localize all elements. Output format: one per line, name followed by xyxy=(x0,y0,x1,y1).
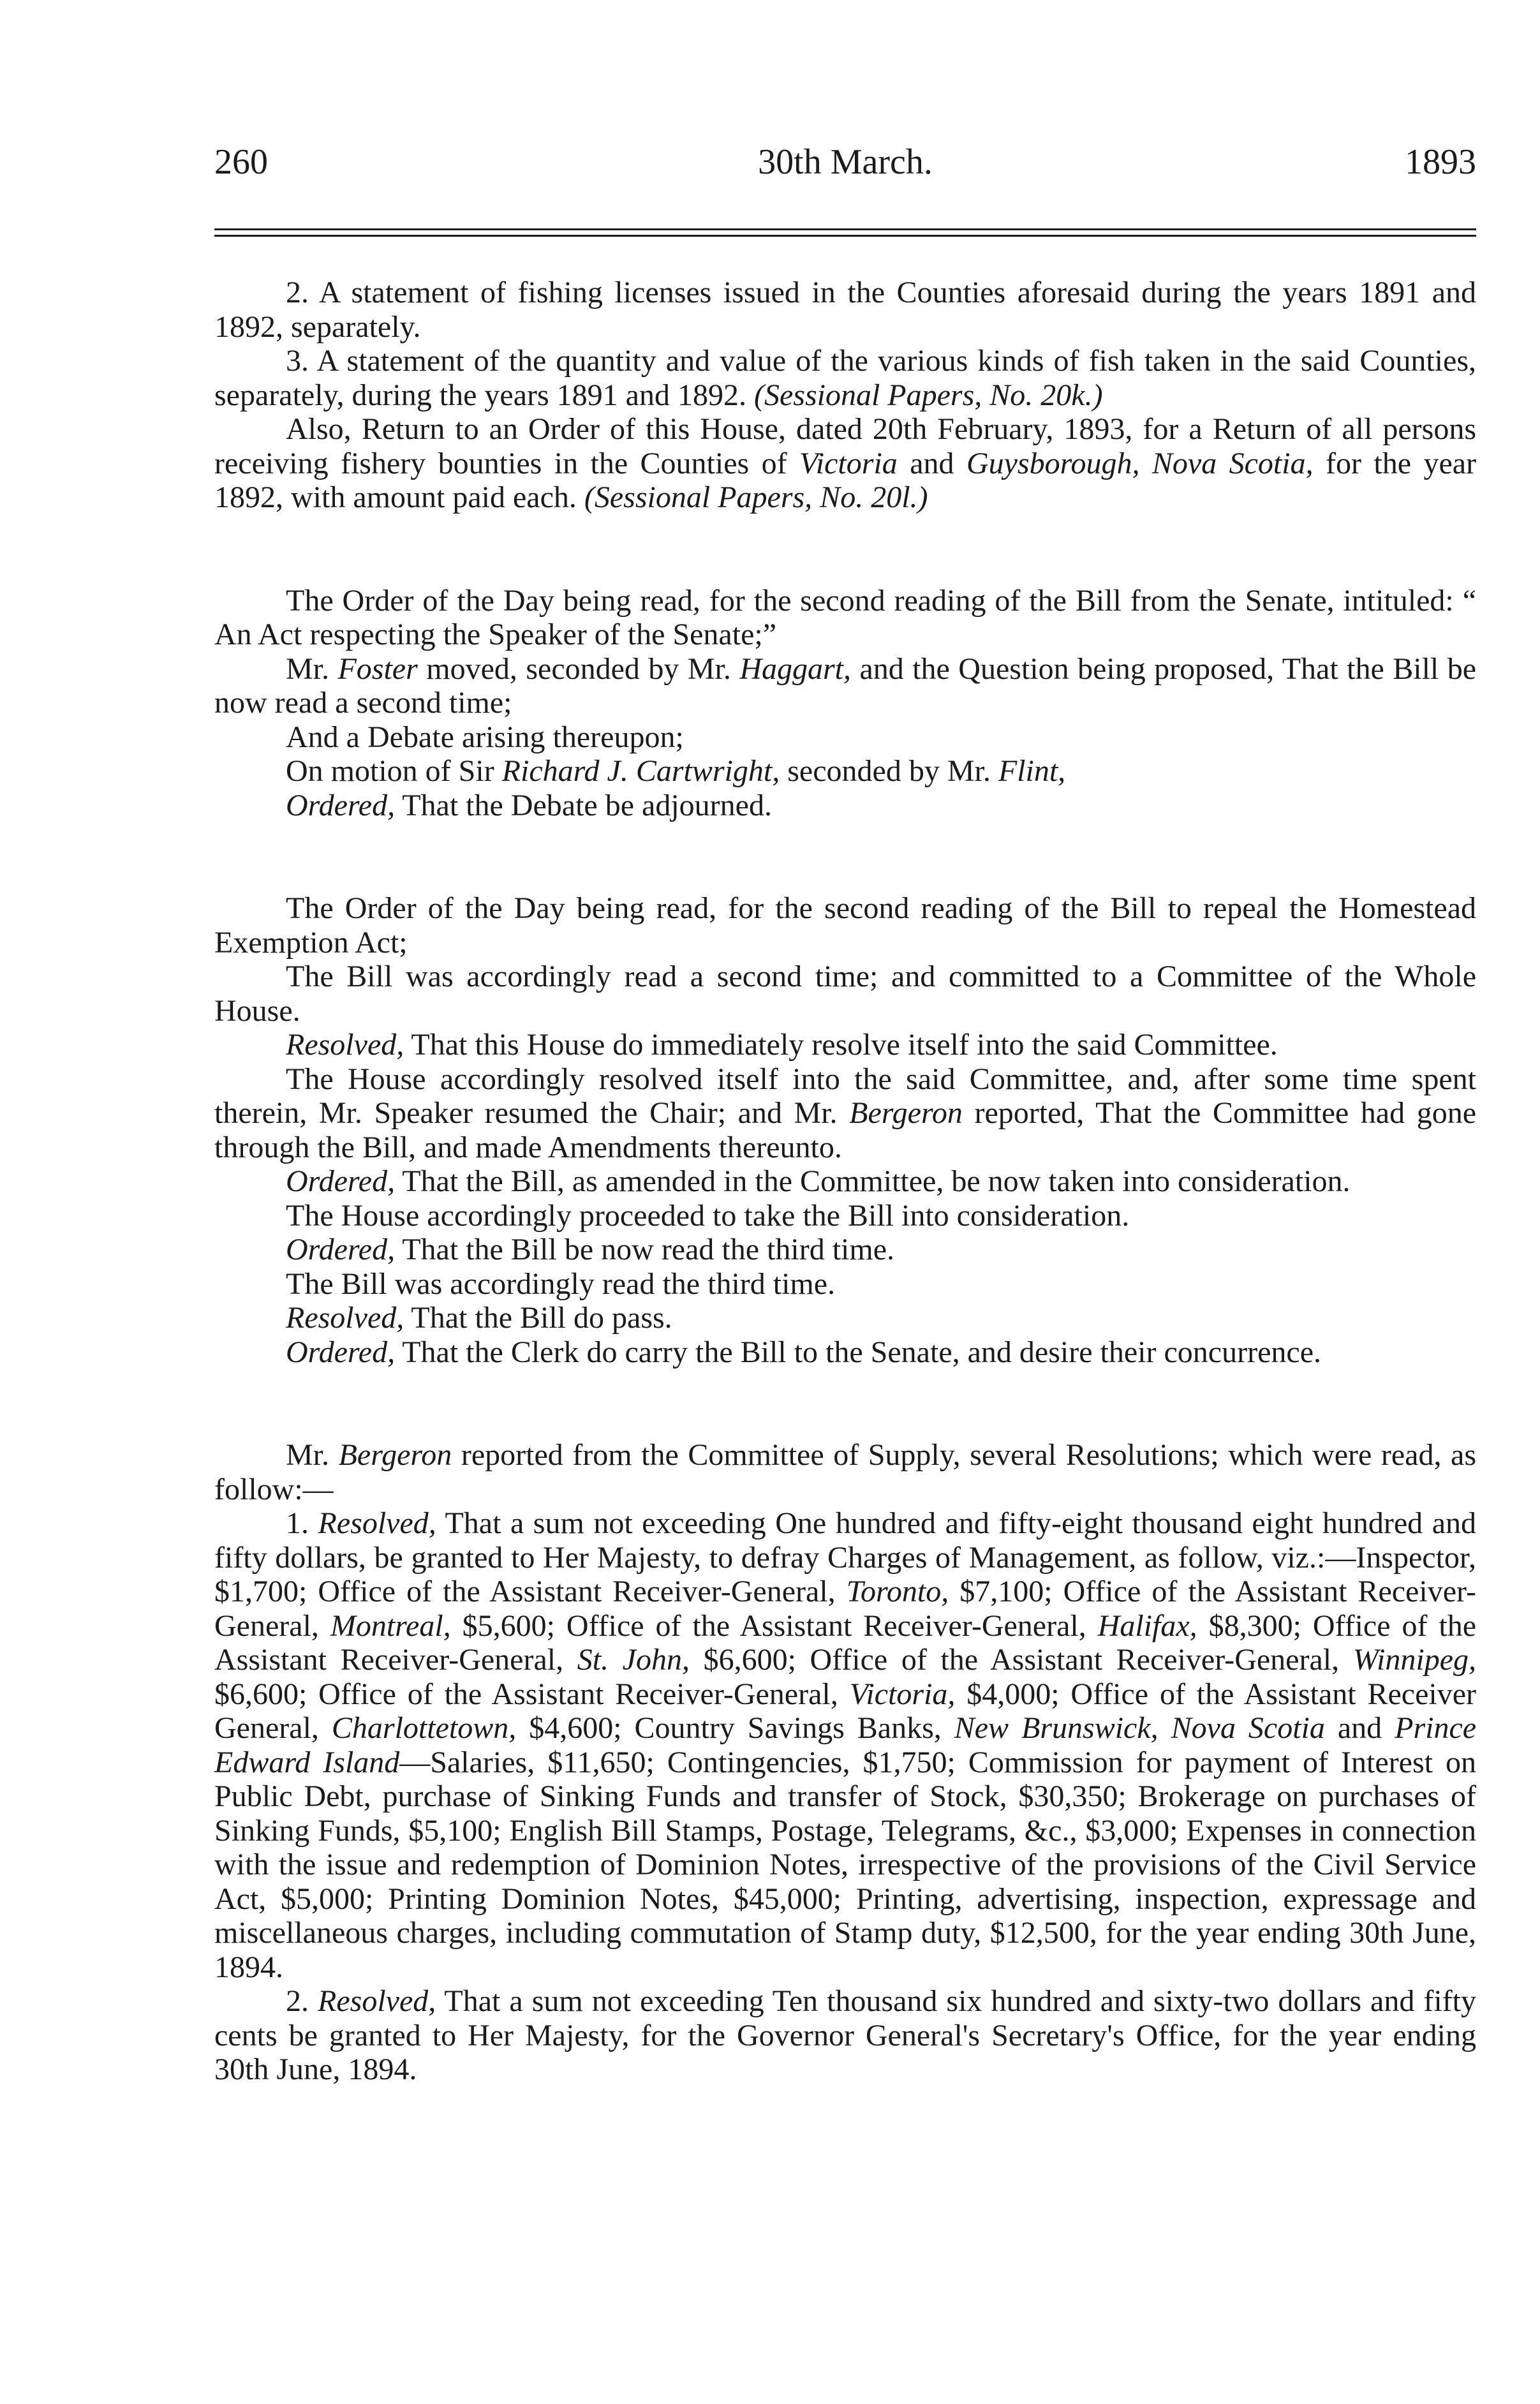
header-date: 30th March. xyxy=(758,142,933,182)
paragraph-cartwright-motion: On motion of Sir Richard J. Cartwright, seconded by Mr. Flint, xyxy=(286,754,1066,788)
paragraph-second-reading: The Bill was accordingly read a second time; and committed to a Committee of the Whole House. xyxy=(214,960,1476,1028)
paragraph-foster-motion: Mr. Foster moved, seconded by Mr. Haggart, and the Question being proposed, That the Bill be now read a second time; xyxy=(214,651,1477,720)
paragraph-resolved-pass: Resolved, That the Bill do pass. xyxy=(286,1301,672,1335)
paragraph-order-of-day-senate: The Order of the Day being read, for the second reading of the Bill from the Senate, intituled: “ An Act respecting the Speaker of the Senate;” xyxy=(214,583,1476,651)
paragraph-order-of-day-homestead: The Order of the Day being read, for the second reading of the Bill to repeal the Homestead Exemption Act; xyxy=(214,891,1476,960)
paragraph-ordered-senate: Ordered, That the Clerk do carry the Bill to the Senate, and desire their concurrence. xyxy=(286,1335,1321,1369)
paragraph-committee-report: The House accordingly resolved itself into the said Committee, and, after some time spent therein, Mr. Speaker resumed the Chair; and Mr. Bergeron reported, That the Committee had gone through the Bill, and made Amendments thereunto. xyxy=(214,1062,1477,1164)
paragraph-return-order: Also, Return to an Order of this House, dated 20th February, 1893, for a Return of all persons receiving fishery bounties in the Counties of Victoria and Guysborough, Nova Scotia, for the year 1892, with amount paid each. (Sessional Papers, No. 20l.) xyxy=(214,412,1477,514)
paragraph-item-2: 2. A statement of fishing licenses issued in the Counties aforesaid during the years 1891 and 1892, separately. xyxy=(214,276,1476,344)
paragraph-debate-adjourned: Ordered, That the Debate be adjourned. xyxy=(286,788,772,822)
paragraph-resolution-2: 2. Resolved, That a sum not exceeding Ten thousand six hundred and sixty-two dollars and fifty cents be granted to Her Majesty, for the Governor General's Secretary's Office, for the year ending 30th June, 1894. xyxy=(214,1984,1477,2086)
header-rule-bottom xyxy=(214,235,1476,237)
paragraph-debate: And a Debate arising thereupon; xyxy=(286,720,684,754)
header-year: 1893 xyxy=(1405,142,1476,182)
paragraph-ordered-consideration: Ordered, That the Bill, as amended in the Committee, be now taken into consideration. xyxy=(286,1164,1351,1198)
paragraph-supply-report: Mr. Bergeron reported from the Committee of Supply, several Resolutions; which were read, as follow:— xyxy=(214,1438,1476,1506)
paragraph-item-3: 3. A statement of the quantity and value of the various kinds of fish taken in the said Counties, separately, during the years 1891 and 1892. (Sessional Papers, No. 20k.) xyxy=(214,344,1476,412)
paragraph-ordered-third-reading: Ordered, That the Bill be now read the third time. xyxy=(286,1233,895,1266)
paragraph-third-reading: The Bill was accordingly read the third time. xyxy=(286,1266,836,1301)
page-header xyxy=(214,142,1476,193)
paragraph-resolution-1: 1. Resolved, That a sum not exceeding One hundred and fifty-eight thousand eight hundred and fifty dollars, be granted to Her Majesty, to defray Charges of Management, as follow, viz.:—Inspector, $1,700; Office of the Assistant Receiver-General, Toronto, $7,100; Office of the Assistant Receiver-General, Montreal, $5,600; Office of the Assistant Receiver-General, Halifax, $8,300; Office of the Assistant Receiver-General, St. John, $6,600; Office of the Assistant Receiver-General, Winnipeg, $6,600; Office of the Assistant Receiver-General, Victoria, $4,000; Office of the Assistant Receiver General, Charlottetown, $4,600; Country Savings Banks, New Brunswick, Nova Scotia and Prince Edward Island—Salaries, $11,650; Contingencies, $1,750; Commission for payment of Interest on Public Debt, purchase of Sinking Funds and transfer of Stock, $30,350; Brokerage on purchases of Sinking Funds, $5,100; English Bill Stamps, Postage, Telegrams, &c., $3,000; Expenses in connection with the issue and redemption of Dominion Notes, irrespective of the provisions of the Civil Service Act, $5,000; Printing Dominion Notes, $45,000; Printing, advertising, inspection, expressage and miscellaneous charges, including commutation of Stamp duty, $12,500, for the year ending 30th June, 1894. xyxy=(214,1506,1477,1984)
page-number: 260 xyxy=(214,142,268,182)
paragraph-consideration: The House accordingly proceeded to take the Bill into consideration. xyxy=(286,1198,1130,1233)
paragraph-resolved-committee: Resolved, That this House do immediately resolve itself into the said Committee. xyxy=(286,1028,1278,1062)
journal-text xyxy=(214,276,1476,2087)
header-rule-top xyxy=(214,228,1476,230)
